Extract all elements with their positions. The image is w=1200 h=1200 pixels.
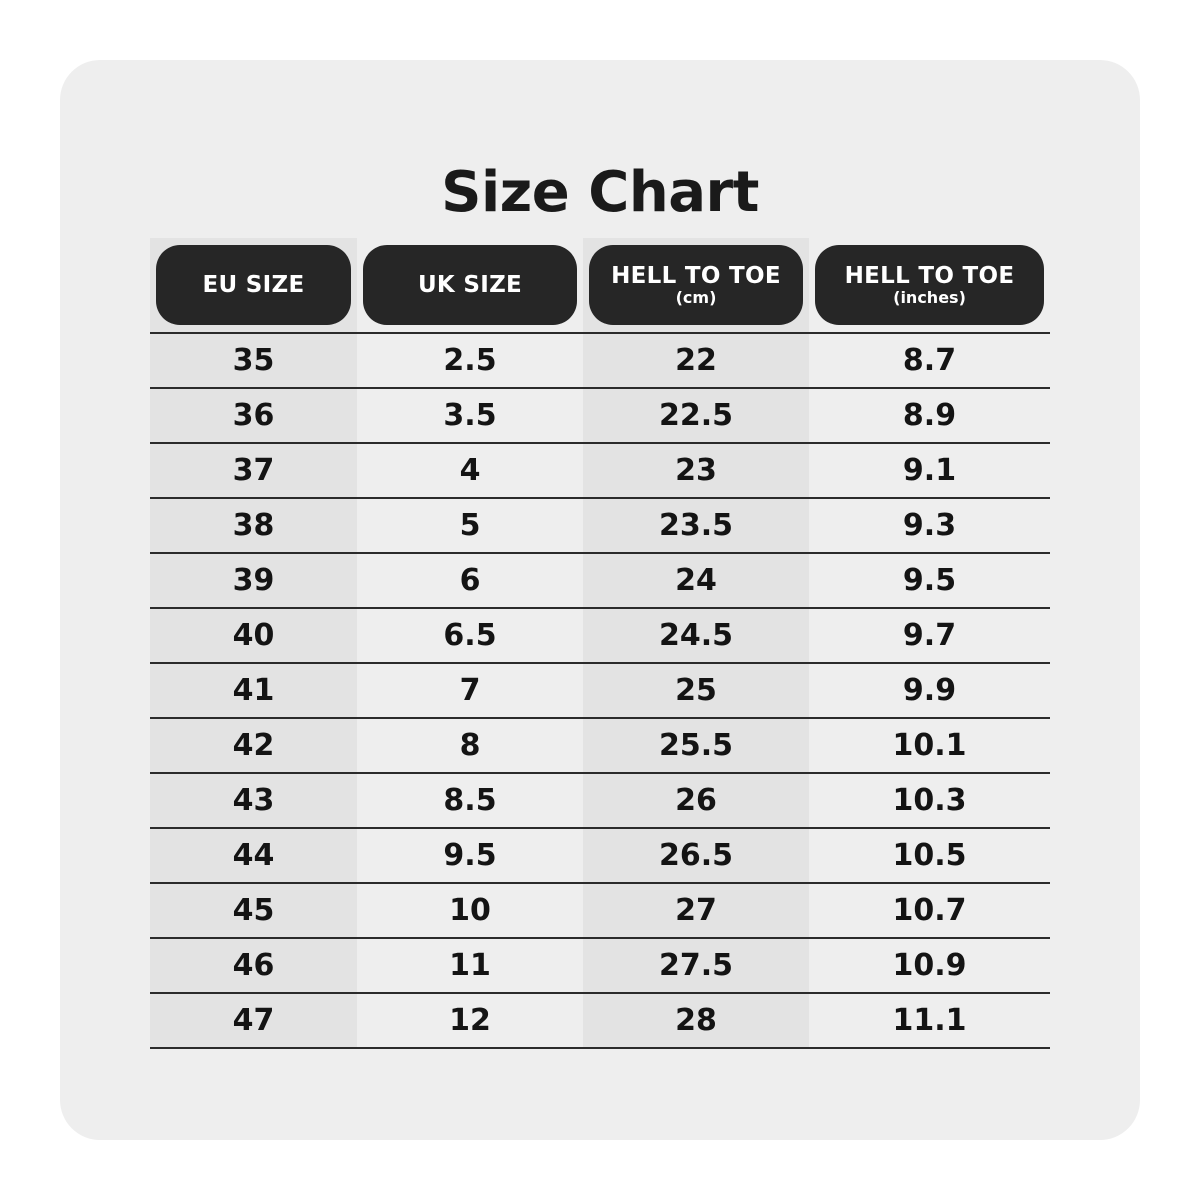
cell-uk-size: 2.5 — [357, 333, 583, 388]
column-header-label: HELL TO TOE — [611, 262, 781, 289]
table-row — [150, 773, 1050, 828]
cell-uk-size: 4 — [357, 443, 583, 498]
cell-heel-to-toe-cm: 24 — [583, 553, 809, 608]
column-header-label: HELL TO TOE — [844, 262, 1015, 289]
cell-uk-size: 9.5 — [357, 828, 583, 883]
cell-heel-to-toe-cm: 25.5 — [583, 718, 809, 773]
cell-heel-to-toe-inches: 9.5 — [809, 553, 1050, 608]
size-table-container — [150, 238, 1050, 1049]
cell-eu-size: 41 — [150, 663, 357, 718]
cell-eu-size: 42 — [150, 718, 357, 773]
table-row — [150, 663, 1050, 718]
cell-heel-to-toe-cm: 28 — [583, 993, 809, 1048]
cell-heel-to-toe-inches: 8.9 — [809, 388, 1050, 443]
cell-uk-size: 10 — [357, 883, 583, 938]
table-row — [150, 443, 1050, 498]
table-row — [150, 608, 1050, 663]
cell-uk-size: 8 — [357, 718, 583, 773]
cell-heel-to-toe-inches: 10.9 — [809, 938, 1050, 993]
cell-uk-size: 11 — [357, 938, 583, 993]
cell-heel-to-toe-inches: 9.3 — [809, 498, 1050, 553]
cell-eu-size: 37 — [150, 443, 357, 498]
table-row — [150, 828, 1050, 883]
column-header-pill — [815, 245, 1044, 325]
size-chart-table — [150, 238, 1050, 1049]
cell-heel-to-toe-cm: 27.5 — [583, 938, 809, 993]
cell-heel-to-toe-inches: 10.1 — [809, 718, 1050, 773]
cell-eu-size: 47 — [150, 993, 357, 1048]
cell-uk-size: 7 — [357, 663, 583, 718]
column-header-uk-size — [357, 238, 583, 333]
cell-eu-size: 45 — [150, 883, 357, 938]
table-header-row — [150, 238, 1050, 333]
cell-uk-size: 12 — [357, 993, 583, 1048]
column-header-heel-to-toe-inches — [809, 238, 1050, 333]
table-body — [150, 333, 1050, 1048]
cell-heel-to-toe-cm: 25 — [583, 663, 809, 718]
column-header-sublabel: (cm) — [675, 287, 717, 307]
cell-heel-to-toe-cm: 26.5 — [583, 828, 809, 883]
table-row — [150, 333, 1050, 388]
cell-eu-size: 44 — [150, 828, 357, 883]
table-row — [150, 388, 1050, 443]
cell-heel-to-toe-inches: 8.7 — [809, 333, 1050, 388]
page-title: Size Chart — [441, 160, 759, 225]
column-header-pill — [363, 245, 577, 325]
table-header — [150, 238, 1050, 333]
column-header-pill — [589, 245, 803, 325]
cell-eu-size: 38 — [150, 498, 357, 553]
cell-eu-size: 43 — [150, 773, 357, 828]
cell-eu-size: 39 — [150, 553, 357, 608]
cell-uk-size: 8.5 — [357, 773, 583, 828]
table-row — [150, 938, 1050, 993]
cell-heel-to-toe-inches: 9.1 — [809, 443, 1050, 498]
cell-heel-to-toe-cm: 22 — [583, 333, 809, 388]
table-row — [150, 553, 1050, 608]
cell-eu-size: 35 — [150, 333, 357, 388]
cell-heel-to-toe-inches: 10.5 — [809, 828, 1050, 883]
cell-eu-size: 46 — [150, 938, 357, 993]
cell-uk-size: 6.5 — [357, 608, 583, 663]
cell-heel-to-toe-inches: 10.7 — [809, 883, 1050, 938]
cell-heel-to-toe-cm: 26 — [583, 773, 809, 828]
table-row — [150, 883, 1050, 938]
cell-heel-to-toe-cm: 24.5 — [583, 608, 809, 663]
cell-heel-to-toe-cm: 22.5 — [583, 388, 809, 443]
cell-heel-to-toe-inches: 9.7 — [809, 608, 1050, 663]
size-chart-card — [60, 60, 1140, 1140]
cell-heel-to-toe-inches: 11.1 — [809, 993, 1050, 1048]
cell-uk-size: 3.5 — [357, 388, 583, 443]
table-row — [150, 718, 1050, 773]
cell-eu-size: 40 — [150, 608, 357, 663]
table-row — [150, 498, 1050, 553]
column-header-sublabel: (inches) — [893, 287, 966, 307]
cell-eu-size: 36 — [150, 388, 357, 443]
column-header-label: EU SIZE — [202, 271, 305, 298]
column-header-pill — [156, 245, 351, 325]
cell-heel-to-toe-cm: 23.5 — [583, 498, 809, 553]
cell-uk-size: 5 — [357, 498, 583, 553]
cell-heel-to-toe-inches: 10.3 — [809, 773, 1050, 828]
cell-heel-to-toe-cm: 23 — [583, 443, 809, 498]
column-header-label: UK SIZE — [417, 271, 523, 298]
table-row — [150, 993, 1050, 1048]
cell-uk-size: 6 — [357, 553, 583, 608]
cell-heel-to-toe-inches: 9.9 — [809, 663, 1050, 718]
column-header-heel-to-toe-cm — [583, 238, 809, 333]
column-header-eu-size — [150, 238, 357, 333]
cell-heel-to-toe-cm: 27 — [583, 883, 809, 938]
